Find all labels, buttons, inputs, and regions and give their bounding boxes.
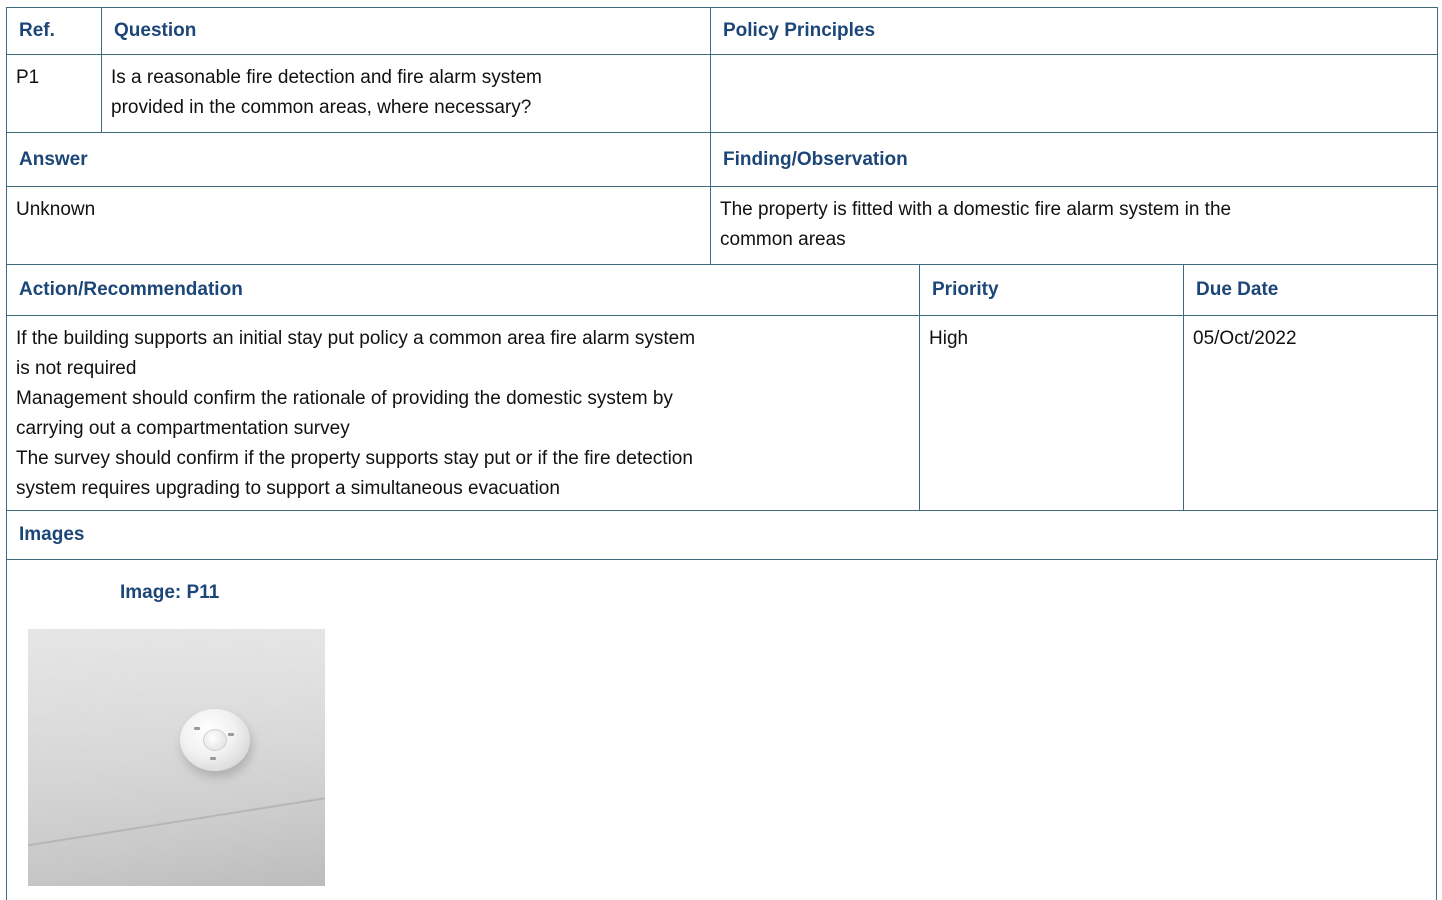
photo-shading	[28, 629, 325, 886]
due-date-value: 05/Oct/2022	[1184, 316, 1438, 511]
question-line: Is a reasonable fire detection and fire alarm system	[111, 67, 542, 88]
finding-header: Finding/Observation	[711, 133, 1438, 187]
detector-test-button	[203, 729, 227, 751]
priority-header: Priority	[920, 265, 1184, 316]
detector-mark	[210, 757, 216, 760]
ref-value: P1	[7, 55, 102, 133]
action-line: system requires upgrading to support a simultaneous evacuation	[16, 478, 560, 499]
question-value	[102, 55, 711, 133]
question-header: Question	[102, 8, 711, 55]
policy-header: Policy Principles	[711, 8, 1438, 55]
smoke-detector-icon	[180, 709, 250, 771]
finding-value	[711, 187, 1438, 265]
action-value	[7, 316, 920, 511]
answer-header: Answer	[7, 133, 711, 187]
due-date-header: Due Date	[1184, 265, 1438, 316]
question-table	[6, 7, 1438, 133]
images-table	[6, 510, 1438, 560]
finding-line: common areas	[720, 229, 846, 250]
priority-value: High	[920, 316, 1184, 511]
answer-value: Unknown	[7, 187, 711, 265]
ref-header: Ref.	[7, 8, 102, 55]
action-line: If the building supports an initial stay put policy a common area fire alarm system	[16, 328, 696, 349]
images-border-left	[6, 559, 7, 900]
action-table	[6, 264, 1438, 511]
images-header: Images	[7, 511, 1438, 560]
finding-line: The property is fitted with a domestic fire alarm system in the	[720, 199, 1232, 220]
images-border-right	[1436, 559, 1437, 900]
action-line: carrying out a compartmentation survey	[16, 418, 350, 439]
action-header: Action/Recommendation	[7, 265, 920, 316]
detector-mark	[194, 727, 200, 730]
detector-mark	[228, 733, 234, 736]
action-line: The survey should confirm if the property supports stay put or if the fire detection	[16, 448, 693, 469]
question-line: provided in the common areas, where necessary?	[111, 97, 532, 118]
policy-value	[711, 55, 1438, 133]
answer-table	[6, 132, 1438, 265]
action-line: is not required	[16, 358, 137, 379]
image-caption: Image: P11	[120, 582, 220, 603]
action-line: Management should confirm the rationale of providing the domestic system by	[16, 388, 673, 409]
smoke-detector-photo	[28, 629, 325, 886]
